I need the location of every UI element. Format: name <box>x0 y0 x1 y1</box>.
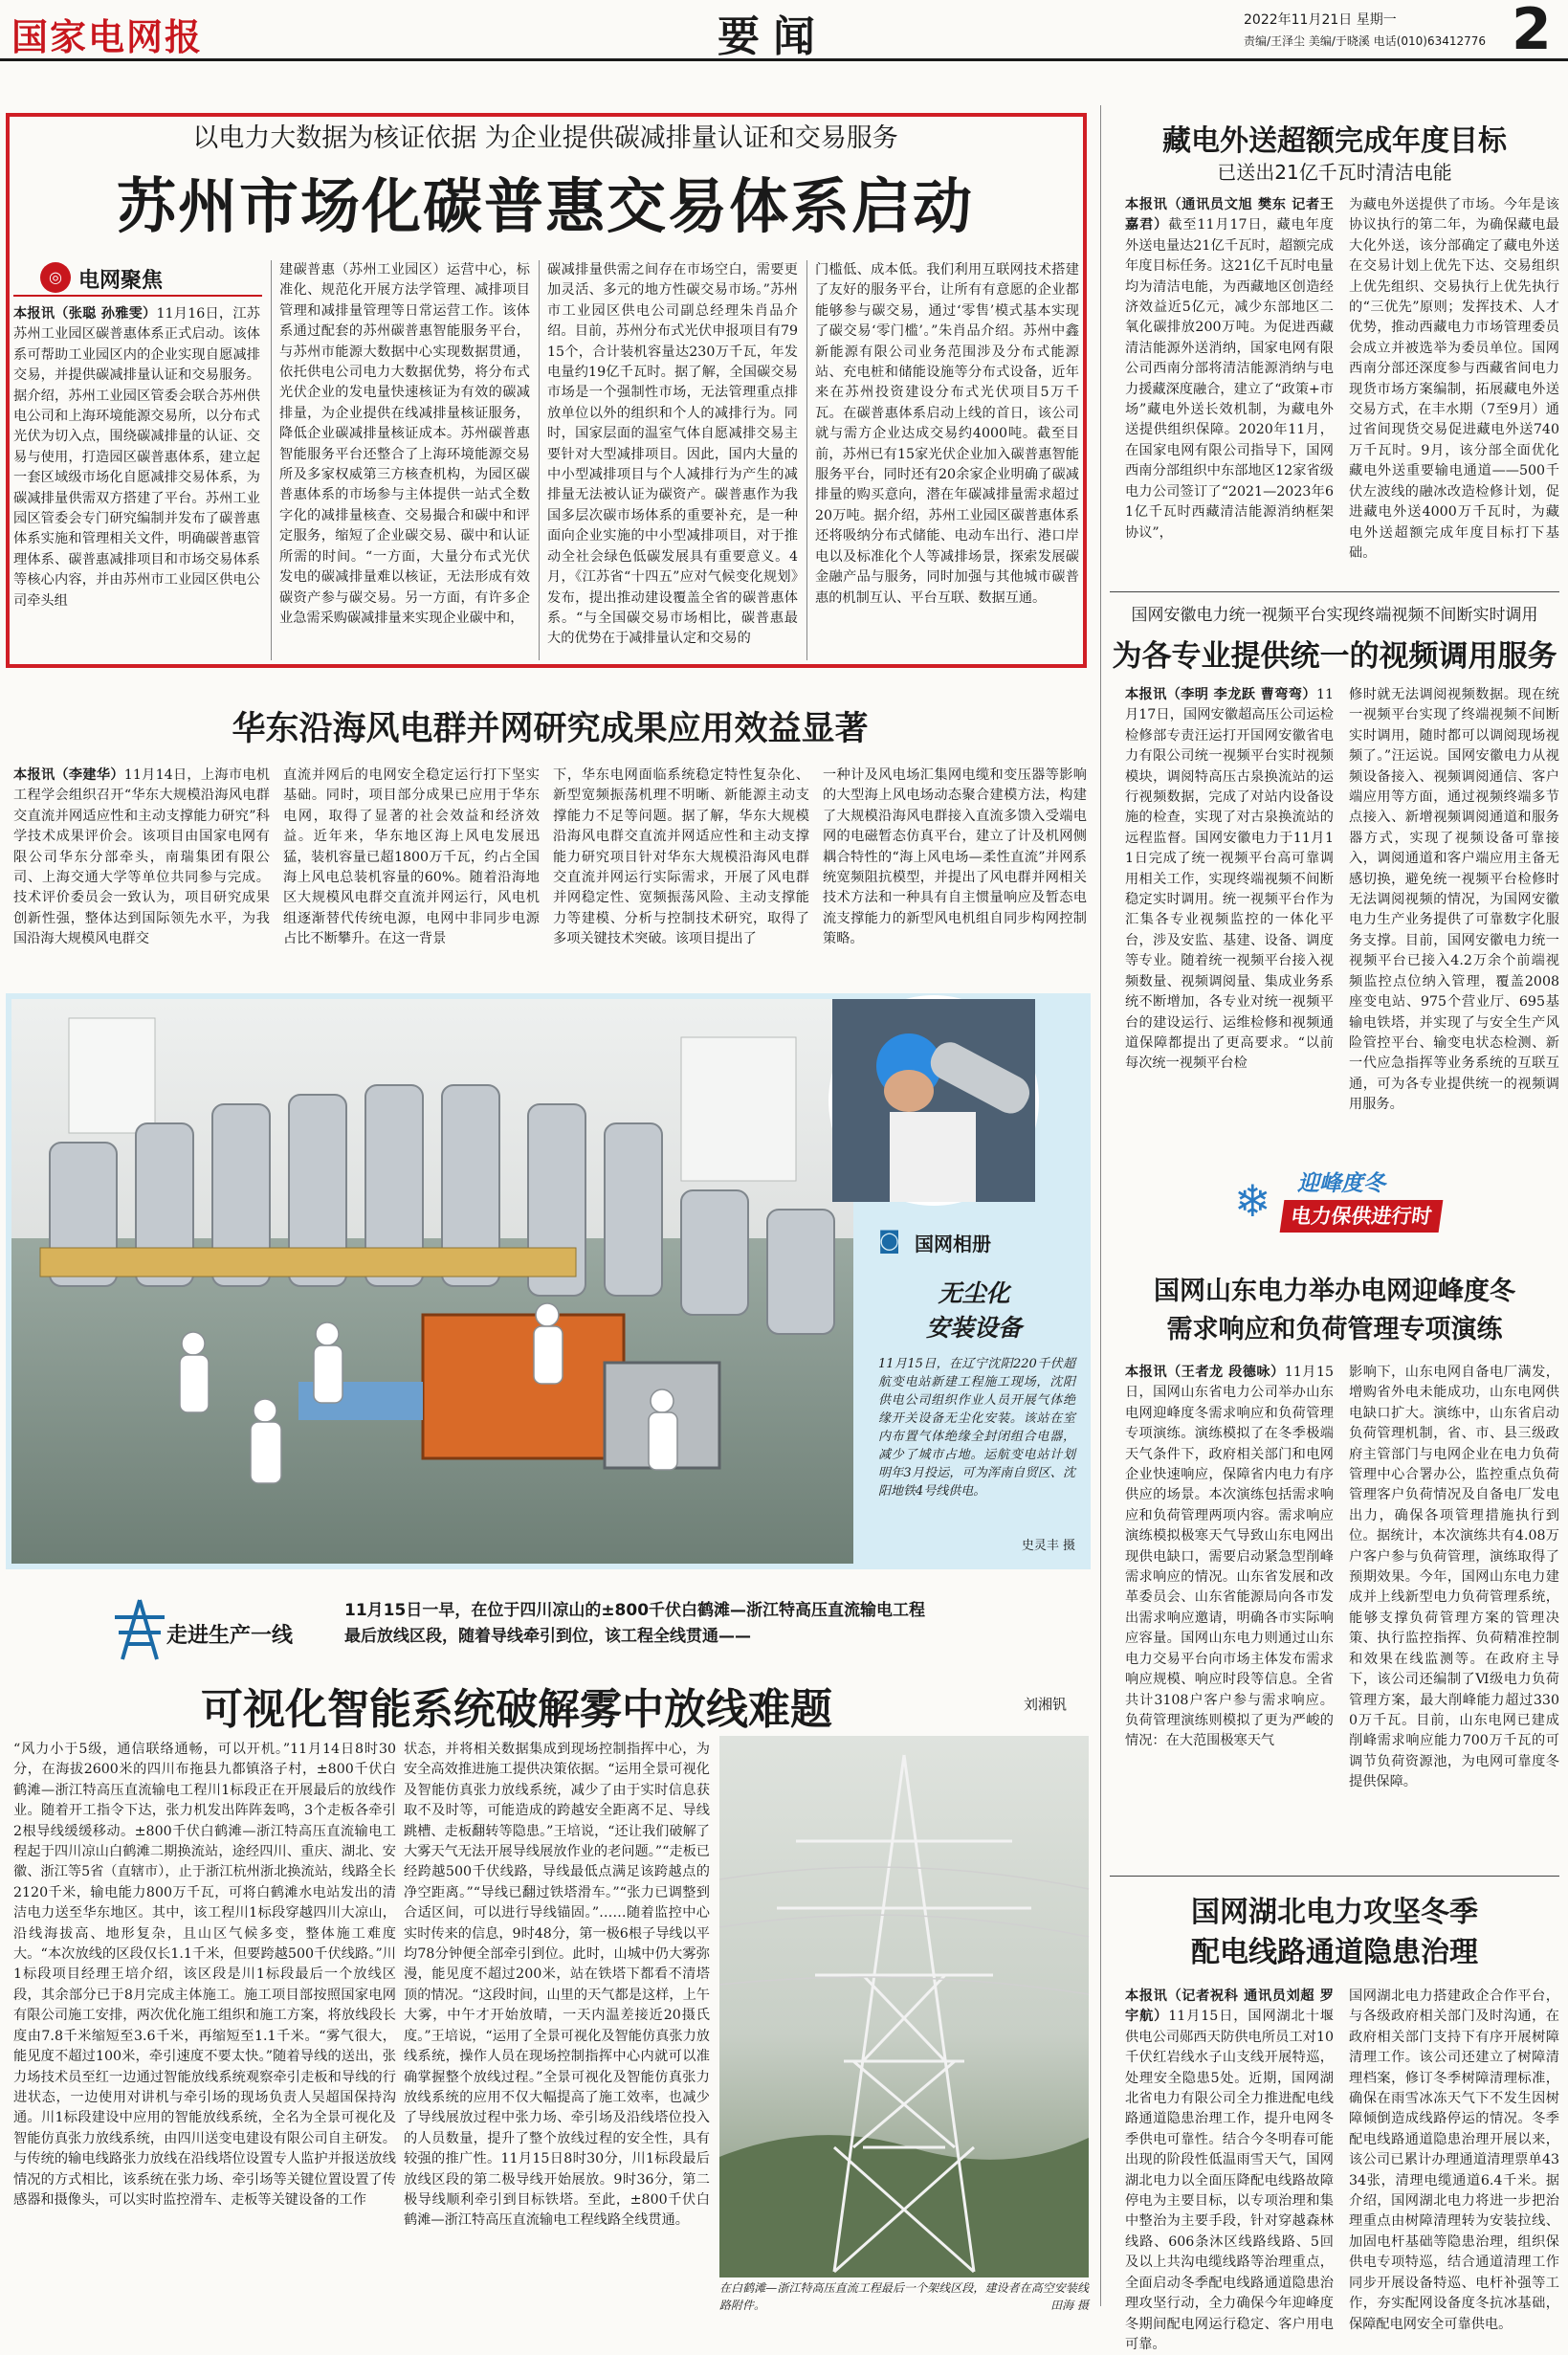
column-tag-underline <box>13 295 262 297</box>
column-divider <box>271 260 272 660</box>
east-china-headline: 华东沿海风电群并网研究成果应用效益显著 <box>232 710 869 748</box>
substation-gis-illustration <box>11 999 853 1564</box>
lead-headline: 苏州市场化碳普惠交易体系启动 <box>116 171 974 241</box>
right-column-divider <box>1100 105 1101 2306</box>
line-feature-column-2: 状态，并将相关数据集成到现场控制指挥中心，为安全高效推进施工提供决策依据。“运用全景可视化及智能仿真张力放线系统，减少了由于实时信息获取不及时等，可能造成的跨越安全距离不足、导线跳槽、走板翻转等隐患。”王培说，“还让我们破解了大雾天气无法开展导线展放作业的老问题。”“走板已经跨越500千伏线路，导线最低点满足该跨越点的净空距离。”“导线已翻过铁塔滑车。”“张力已调整到合适区间，可以进行导线锚固。”……随着监控中心实时传来的信息，9时48分，第一极6根子导线以平均78分钟便全部牵引到位。此时，山城中仍大雾弥漫，能见度不超过200米，站在铁塔下都看不清塔顶的情况。“这段时间，山里的天气都是这样，上午大雾，中午才开始放晴，一天内温差接近20摄氏度。”王培说，“运用了全景可视化及智能仿真张力放线系统，操作人员在现场控制指挥中心内就可以准确掌握整个放线过程。”全景可视化及智能仿真张力放线系统的应用不仅大幅提高了施工效率，也减少了导线展放过程中张力场、牵引场及沿线塔位投入的人员数量，提升了整个放线过程的安全性，具有较强的推广性。11月15日8时30分，川1标段最后放线区段的第二极导线开始展放。9时36分，第二极导线顺利牵引到目标铁塔。至此，±800千伏白鹤滩—浙江特高压直流输电工程线路全线贯通。 <box>404 1742 710 2229</box>
worker-closeup-photo <box>828 995 1039 1206</box>
hubei-column-2: 国网湖北电力搭建政企合作平台，与各级政府相关部门及时沟通，在政府相关部门支持下有序开展树障清理工作。该公司还建立了树障清理档案，修订冬季树障清理标准，确保在雨雪冰冻天气下不发生因树障倾倒造成线路停运的情况。冬季配电线路通道隐患治理开展以来，该公司已累计办理通道清理票单4334张，清理电缆通道6.4千米。据介绍，国网湖北电力将进一步把治理重点由树障清理转为安装拉线、加固电杆基础等隐患治理，组织保供电专项特巡，结合通道清理工作同步开展设备特巡、电杆补强等工作，夯实配网设备度冬抗冰基础，保障配电网安全可靠供电。 <box>1349 1988 1559 2332</box>
anhui-column-1 <box>1125 685 1334 1154</box>
east-china-column-1 <box>13 766 270 989</box>
camera-icon: ◙ <box>878 1227 901 1254</box>
newspaper-logo: 国家电网报 <box>11 15 204 58</box>
photo-album-label: 国网相册 <box>915 1233 991 1255</box>
hubei-headline <box>1110 1893 1559 1973</box>
east-china-text-1: 11月14日，上海市电机工程学会组织召开“华东大规模沿海风电群交直流并网适应性和主动支撑能力研究”科学技术成果评价会。该项目由国家电网有限公司华东分部牵头，南瑞集团有限公司、上海交通大学等单位共同参与完成。技术评价委员会一致认为，项目研究成果创新性强，整体达到国际领先水平，为我国沿海大规模风电群交 <box>13 767 270 947</box>
tower-photo-caption <box>719 2279 1089 2316</box>
lead-column-2: 建碳普惠（苏州工业园区）运营中心，标准化、规范化开展方法学管理、减排项目管理和减排量管理等日常运营工作。该体系通过配套的苏州碳普惠智能服务平台，与苏州市能源大数据中心实现数据贯通，依托供电公司电力大数据优势，将分布式光伏企业的发电量快速核证为有效的碳减排量，为企业提供在线减排量核证服务，降低企业碳减排量核证成本。苏州碳普惠智能服务平台还整合了上海环境能源交易所及多家权威第三方核查机构，为园区碳普惠体系的市场参与主体提供一站式全数字化的减排量核查、交易撮合和碳中和评定服务，缩短了企业碳交易、碳中和认证所需的时间。“一方面，大量分布式光伏发电的碳减排量难以核证，无法形成有效碳资产参与碳交易。另一方面，有许多企业急需采购碳减排量来实现企业碳中和， <box>279 262 530 626</box>
line-feature-headline: 可视化智能系统破解雾中放线难题 <box>201 1685 832 1734</box>
anhui-text-1: 11月17日，国网安徽超高压公司运检检修部专责汪运打开国网安徽省电力有限公司统一视频平台实时视频模块，调阅特高压古泉换流站的运行视频数据，完成了对站内设备设施的检查，实现了对古泉换流站的远程监督。国网安徽电力于11月11日完成了统一视频平台高可靠调用相关工作，实现终端视频不间断稳定实时调用。统一视频平台作为汇集各专业视频监控的一体化平台，涉及安监、基建、设备、调度等专业。随着统一视频平台接入视频数量、视频调阅量、集成业务系统不断增加，各专业对统一视频平台的建设运行、运维检修和视频通道保障都提出了更高要求。“以前每次统一视频平台检 <box>1125 687 1334 1072</box>
line-kicker-line-2: 最后放线区段，随着导线牵引到位，该工程全线贯通—— <box>344 1627 751 1646</box>
shandong-text-1: 11月15日，国网山东省电力公司举办山东电网迎峰度冬需求响应和负荷管理专项演练。演练模拟了在冬季极端天气条件下，政府相关部门和电网企业快速响应，保障省内电力有序供应的场景。本次演练包括需求响应和负荷管理两项内容。需求响应演练模拟极寒天气导致山东电网出现供电缺口，需要启动紧急型削峰需求响应的情况。山东省发展和改革委员会、山东省能源局向各市发出需求响应邀请，明确各市实际响应容量。国网山东电力则通过山东电力交易平台向市场主体发布需求响应规模、响应时段等信息。全省共计3108户客户参与需求响应。负荷管理演练则模拟了更为严峻的情况：在大范围极寒天气 <box>1125 1365 1334 1749</box>
line-kicker-line-1: 11月15日一早，在位于四川凉山的±800千伏白鹤滩—浙江特高压直流输电工程 <box>344 1601 926 1620</box>
lead-text-1: 11月16日，江苏苏州工业园区碳普惠体系正式启动。该体系可帮助工业园区内的企业实现自愿减排交易，并提供碳减排量认证和交易服务。据介绍，苏州工业园区管委会联合苏州供电公司和上海环境能源交易所，以分布式光伏为切入点，围绕碳减排量的认证、交易与使用，打造园区碳普惠体系，建立起一套区域级市场化自愿减排交易体系，为碳减排量供需双方搭建了平台。苏州工业园区管委会专门研究编制并发布了碳普惠体系实施和管理相关文件，明确碳普惠管理体系、碳普惠减排项目和市场交易体系等核心内容，并由苏州市工业园区供电公司牵头组 <box>13 306 260 609</box>
worker-closeup-illustration <box>832 999 1035 1202</box>
production-line-label: 走进生产一线 <box>166 1624 294 1648</box>
line-feature-column-1: “风力小于5级，通信联络通畅，可以开机。”11月14日8时30分，在海拔2600米的四川布拖县九都镇洛子村，±800千伏白鹤滩—浙江特高压直流输电工程川1标段正在开展最后的放线作业。随着开工指令下达，张力机发出阵阵轰鸣，3个走板各牵引2根导线缓缓移动。±800千伏白鹤滩—浙江特高压直流输电工程起于四川凉山白鹤滩二期换流站，途经四川、重庆、湖北、安徽、浙江等5省（直辖市），止于浙江杭州浙北换流站，线路全长2120千米，输电能力800万千瓦，可将白鹤滩水电站发出的清洁电力送至华东地区。其中，该工程川1标段穿越四川大凉山，沿线海拔高、地形复杂，且山区气候多变，整体施工难度大。“本次放线的区段仅长1.1千米，但要跨越500千伏线路。”川1标段项目经理王培介绍，该区段是川1标段最后一个放线区段，其余部分已于8月完成主体施工。施工项目部按照国家电网有限公司施工安排，两次优化施工组织和施工方案，将放线段长度由7.8千米缩短至3.6千米，再缩短至1.1千米。“雾气很大，能见度不超过100米，牵引速度不要太快。”随着导线的送出，张力场技术员至红一边通过智能放线系统观察牵引走板和导线的行进状态，一边使用对讲机与牵引场的现场负责人吴超国保持沟通。川1标段建设中应用的智能放线系统，全名为全景可视化及智能仿真张力放线系统，由四川送变电建设有限公司自主研发。与传统的输电线路张力放线在沿线塔位设置专人监护并报送放线情况的方式相比，该系统在张力场、牵引场等关键位置设置了传感器和摄像头，可以实时监控滑车、走板等关键设备的工作 <box>13 1742 396 2208</box>
tower-line-photo <box>719 1736 1089 2277</box>
banner-title: 迎峰度冬 <box>1297 1171 1385 1196</box>
lead-kicker: 以电力大数据为核证依据 为企业提供碳减排量认证和交易服务 <box>192 123 898 153</box>
column-tag-icon: ◎ <box>40 262 71 293</box>
tibet-subhead: 已送出21亿千瓦时清洁电能 <box>1217 161 1452 184</box>
lead-column-3: 碳减排量供需之间存在市场空白，需要更加灵活、多元的地方性碳交易市场。”苏州市工业园区供电公司副总经理朱肖品介绍。目前，苏州分布式光伏申报项目有7915个，合计装机容量达230万千瓦，年发电量约19亿千瓦时。据了解，全国碳交易市场是一个强制性市场，无法管理重点排放单位以外的组织和个人的减排行为。同时，国家层面的温室气体自愿减排交易主要针对大型减排项目。因此，国内大量的中小型减排项目与个人减排行为产生的减排量无法被认证为碳资产。碳普惠作为我国多层次碳市场体系的重要补充，是一种面向企业实施的中小型减排项目，对于推动全社会绿色低碳发展具有重要意义。4月，《江苏省“十四五”应对气候变化规划》发布，提出推动建设覆盖全省的碳普惠体系。“与全国碳交易市场相比，碳普惠最大的优势在于减排量认定和交易的 <box>547 262 798 647</box>
lead-column-1 <box>13 304 260 660</box>
lead-byline: 本报讯（张聪 孙雅雯） <box>13 306 157 322</box>
hubei-text-1: 11月15日，国网湖北十堰供电公司郧西天防供电所员工对10千伏红岩线水子山支线开展特巡，处理安全隐患5处。近期，国网湖北省电力有限公司全力推进配电线路通道隐患治理工作，提升电网冬季供电可靠性。结合今冬明春可能出现的阶段性低温雨雪天气，国网湖北电力以全面压降配电线路故障停电为主要目标，以专项治理和集中整治为主要手段，针对穿越森林线路、606条沐区线路线路、5回及以上共沟电缆线路等治理重点，全面启动冬季配电线路通道隐患治理攻坚行动，全力确保今年迎峰度冬期间配电网运行稳定、客户用电可靠。 <box>1125 2009 1334 2352</box>
anhui-column-2: 修时就无法调阅视频数据。现在统一视频平台实现了终端视频不间断实时调用，随时都可以调阅现场视频了。”汪运说。国网安徽电力从视频设备接入、视频调阅通信、客户端应用等方面，通过视频终端多节点接入、新增视频调阅通道和服务器方式，实现了视频设备可靠接入，调阅通道和客户端应用主备无感切换，避免统一视频平台检修时无法调阅视频的情况，为国网安徽电力生产业务提供了可靠数字化服务支撑。目前，国网安徽电力统一视频平台已接入4.2万余个前端视频监控点位纳入管理，覆盖2008座变电站、975个营业厅、695基输电铁塔，并实现了与安全生产风险管控平台、输变电状态检测、新一代应急指挥等业务系统的互联互通，可为各专业提供统一的视频调用服务。 <box>1349 687 1559 1113</box>
tower-photo-credit: 田海 摄 <box>1050 2299 1089 2312</box>
east-china-column-2: 直流并网后的电网安全稳定运行打下坚实基础。同时，项目部分成果已应用于华东电网，取得了显著的社会效益和经济效益。近年来，华东地区海上风电发展迅猛，装机容量已超1800万千瓦，约占全国海上风电总装机容量的60%。随着沿海地区大规模风电群交直流并网运行，风电机组逐渐替代传统电源，电网中非同步电源占比不断攀升。在这一背景 <box>283 767 540 947</box>
issue-date: 2022年11月21日 星期一 <box>1244 12 1397 28</box>
tibet-headline: 藏电外送超额完成年度目标 <box>1162 124 1507 158</box>
shandong-column-2: 影响下，山东电网自备电厂满发，增购省外电未能成功，山东电网供电缺口扩大。演练中，山东省启动负荷管理机制，省、市、县三级政府主管部门与电网企业在电力负荷管理中心合署办公，监控重点负荷管理客户负荷情况及自备电厂发电出力，确保各项管理措施执行到位。据统计，本次演练共有4.08万户客户参与负荷管理，演练取得了预期效果。今年，国网山东电力建成并上线新型电力负荷管理系统，能够支撑负荷管理方案的管理决策、执行监控指挥、负荷精准控制和效果在线监测等。在政府主导下，该公司还编制了Ⅵ级电力负荷管理方案，最大削峰能力超过3300万千瓦。目前，山东电网已建成削峰需求响应能力700万千瓦的可调节负荷资源池，为电网可靠度冬提供保障。 <box>1349 1365 1559 1790</box>
anhui-headline: 为各专业提供统一的视频调用服务 <box>1112 639 1557 674</box>
photo-feature-title <box>878 1277 1070 1345</box>
winter-supply-banner <box>1234 1160 1445 1248</box>
section-divider <box>1110 591 1559 592</box>
tibet-byline: 本报讯（通讯员文旭 樊东 记者王嘉君） <box>1125 197 1334 233</box>
hubei-column-1 <box>1125 1987 1334 2352</box>
shandong-column-1 <box>1125 1363 1334 1872</box>
photo-album-tag <box>878 1225 1012 1257</box>
column-tag-dianwang <box>13 258 262 297</box>
anhui-kicker: 国网安徽电力统一视频平台实现终端视频不间断实时调用 <box>1131 606 1538 625</box>
column-divider <box>806 260 807 660</box>
tibet-text-1: 截至11月17日，藏电年度外送电量达21亿千瓦时，超额完成年度目标任务。这21亿千瓦时电量均为清洁电能，为西藏地区创造经济效益近5亿元，减少东部地区二氧化碳排放200万吨。为促进西藏清洁能源外送消纳，国家电网有限公司西南分部将清洁能源消纳与电力援藏深度融合，建立了“政策+市场”藏电外送长效机制，为藏电外送提供组织保障。2020年11月，在国家电网有限公司指导下，国网西南分部组织中东部地区12家省级电力公司签订了“2021—2023年61亿千瓦时西藏清洁能源消纳框架协议”， <box>1125 217 1334 541</box>
line-feature-author: 刘湘钒 <box>1024 1696 1068 1713</box>
shandong-headline-line-2: 需求响应和负荷管理专项演练 <box>1166 1315 1503 1344</box>
tibet-column-1 <box>1125 195 1334 584</box>
east-china-column-3: 下，华东电网面临系统稳定特性复杂化、新型宽频振荡机理不明晰、新能源主动支撑能力不足等问题。据了解，华东大规模沿海风电群交直流并网适应性和主动支撑能力研究项目针对华东大规模沿海风电群交直流并网运行实际需求，开展了风电群并网稳定性、宽频振荡风险、主动支撑能力等建模、分析与控制技术研究，取得了多项关键技术突破。该项目提出了 <box>553 767 809 947</box>
photo-feature-credit: 史灵丰 摄 <box>1021 1539 1075 1553</box>
east-china-column-4: 一种计及风电场汇集网电缆和变压器等影响的大型海上风电场动态聚合建模方法，构建了大规模沿海风电群接入直流多馈入受端电网的电磁暂态仿真平台，建立了计及机网侧耦合特性的“海上风电场—柔性直流”并网系统宽频阻抗模型，并提出了风电群并网相关技术方法和一种具有自主惯量响应及暂态电流支撑能力的新型风电机组自同步构网控制策略。 <box>823 767 1087 947</box>
tower-line-illustration <box>719 1736 1089 2277</box>
shandong-byline: 本报讯（王者龙 段德咏） <box>1125 1365 1285 1380</box>
shandong-headline-line-1: 国网山东电力举办电网迎峰度冬 <box>1154 1277 1515 1306</box>
section-divider <box>1110 1876 1559 1877</box>
column-divider <box>539 260 540 660</box>
page-number: 2 <box>1512 0 1552 63</box>
anhui-byline: 本报讯（李明 李龙跃 曹弯弯） <box>1125 687 1316 702</box>
editor-credits: 责编/王泽尘 美编/于晓溪 电话(010)63412776 <box>1244 34 1487 48</box>
tibet-column-2: 为藏电外送提供了市场。今年是该协议执行的第二年，为确保藏电最大化外送，该分部确定了藏电外送在交易计划上优先下达、交易组织上优先组织、交易执行上优先执行的“三优先”原则；发挥技术、人才优势，推动西藏电力市场管理委员会成立并被选举为委员单位。国网西南分部还深度参与西藏省间电力现货市场方案编制，拓展藏电外送交易方式，在丰水期（7至9月）通过省间现货交易促进藏电外送740万千瓦时。9月，该分部全面优化藏电外送重要输电通道——500千伏左波线的融冰改造检修计划，促进藏电外送4000万千瓦时，为藏电外送超额完成年度目标打下基础。 <box>1349 197 1559 561</box>
snowflake-icon: ❄ <box>1234 1175 1271 1227</box>
photo-feature-caption: 11月15日，在辽宁沈阳220千伏超航变电站新建工程施工现场，沈阳供电公司组织作业人员开展气体绝缘开关设备无尘化安装。该站在室内布置气体绝缘全封闭组合电器，减少了城市占地。运航变电站计划明年3月投运，可为浑南自贸区、沈阳地铁4号线供电。 <box>878 1357 1075 1499</box>
section-title: 要闻 <box>718 12 828 61</box>
tower-photo-caption-text: 在白鹤滩—浙江特高压直流工程最后一个架线区段，建设者在高空安装线路附件。 <box>719 2281 1089 2312</box>
substation-gis-photo <box>11 999 853 1564</box>
photo-title-line-2: 安装设备 <box>925 1314 1022 1342</box>
hubei-headline-line-1: 国网湖北电力攻坚冬季 <box>1191 1896 1478 1929</box>
banner-subtitle: 电力保供进行时 <box>1280 1200 1444 1233</box>
line-feature-kicker <box>344 1598 1081 1650</box>
lead-column-4: 门槛低、成本低。我们利用互联网技术搭建了友好的服务平台，让所有有意愿的企业都能够参与碳交易，通过‘零售’模式基本实现了碳交易‘零门槛’。”朱肖品介绍。苏州中鑫新能源有限公司业务范围涉及分布式能源站、充电桩和储能设施等分布式设备，近年来在苏州投资建设分布式光伏项目5万千瓦。在碳普惠体系启动上线的首日，该公司就与需方企业达成交易约4000吨。截至目前，苏州已有15家光伏企业加入碳普惠智能服务平台，同时还有20余家企业明确了碳减排量的购买意向，潜在年碳减排量需求超过20万吨。据介绍，苏州工业园区碳普惠体系还将吸纳分布式储能、电动车出行、港口岸电以及标准化个人等减排场景，探索发展碳金融产品与服务，同时加强与其他城市碳普惠的机制互认、平台互联、数据互通。 <box>815 262 1079 606</box>
photo-title-line-1: 无尘化 <box>938 1279 1010 1307</box>
east-china-byline: 本报讯（李建华） <box>13 767 124 783</box>
hubei-byline: 本报讯（记者祝科 通讯员刘超 罗宇航） <box>1125 1988 1334 2025</box>
column-tag-label: 电网聚焦 <box>78 269 164 293</box>
shandong-headline <box>1110 1273 1559 1349</box>
production-line-tag <box>101 1596 331 1663</box>
hubei-headline-line-2: 配电线路通道隐患治理 <box>1191 1936 1478 1969</box>
